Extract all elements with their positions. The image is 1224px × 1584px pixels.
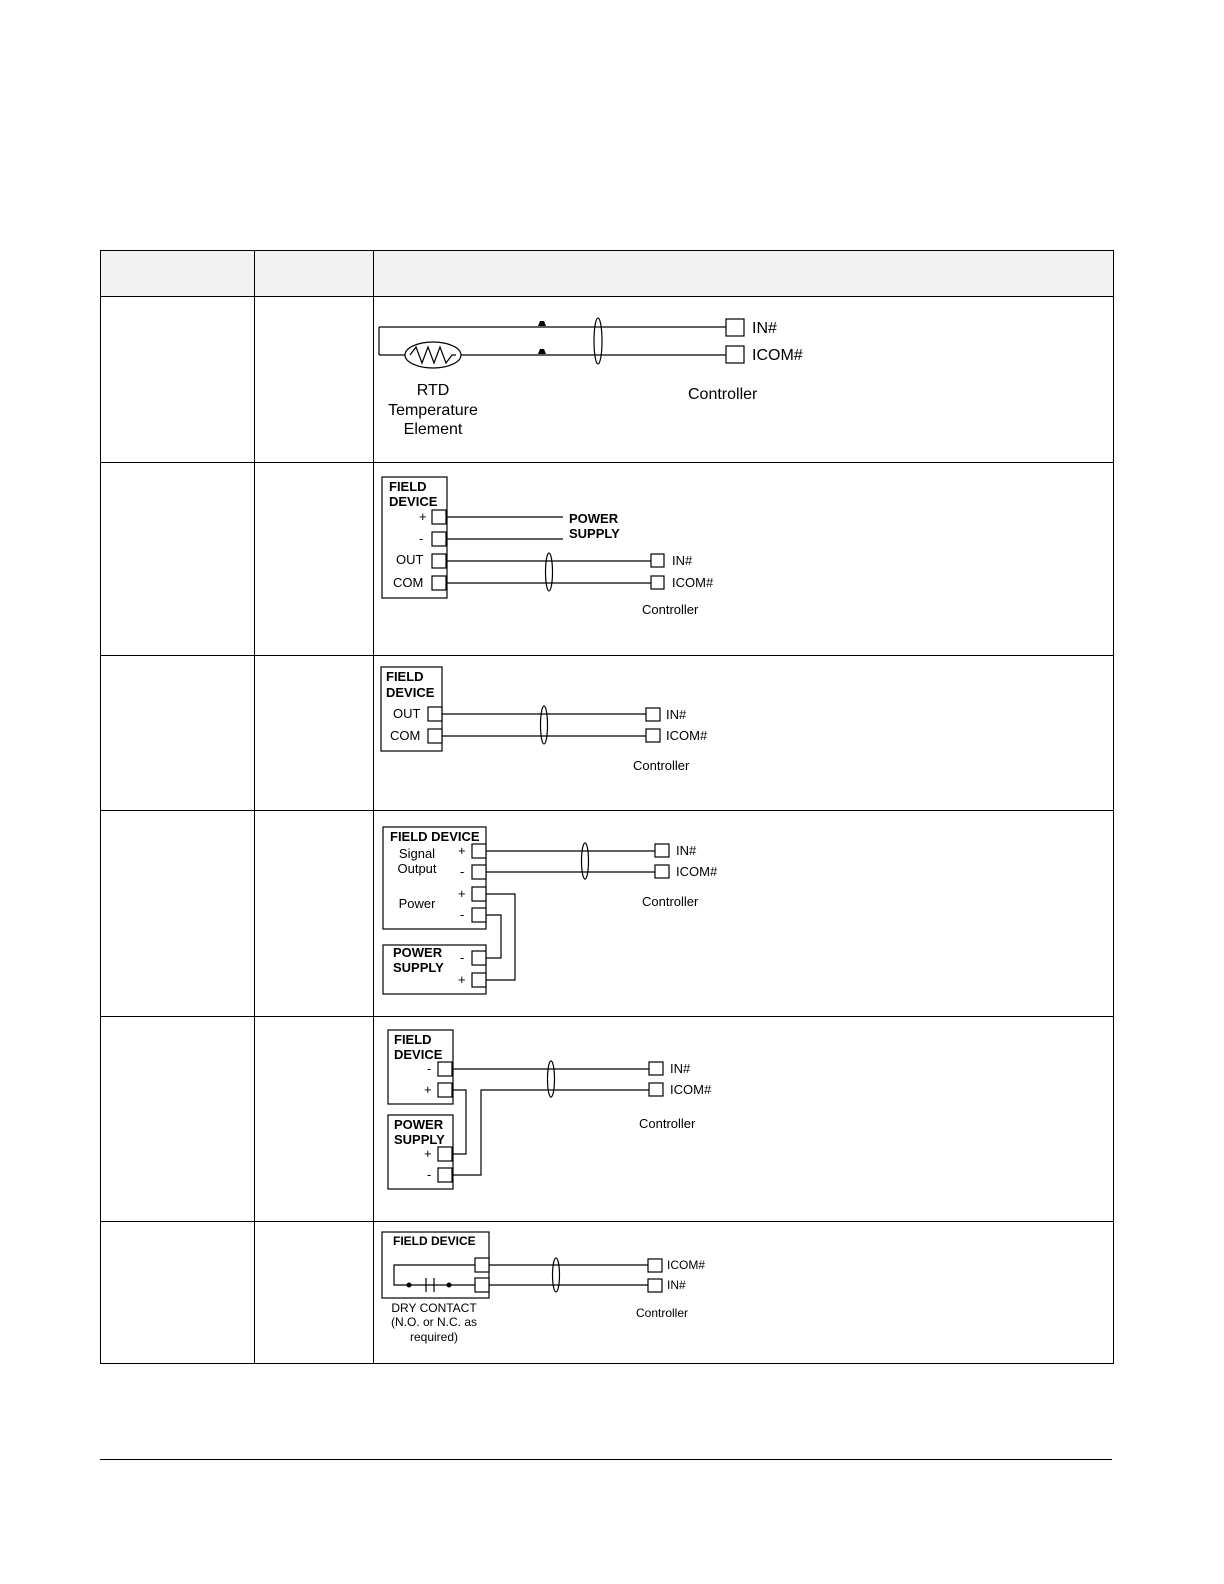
header-cell-3 bbox=[374, 251, 1114, 297]
cable-shield-icon bbox=[541, 706, 548, 744]
cable-shield-icon bbox=[548, 1061, 555, 1097]
row-cell-2 bbox=[255, 1222, 374, 1364]
label-icom: ICOM# bbox=[667, 1258, 706, 1272]
label-field: FIELD bbox=[389, 479, 427, 494]
label-field-device: FIELD DEVICE bbox=[393, 1234, 476, 1248]
terminal-in bbox=[648, 1279, 662, 1292]
label-out: OUT bbox=[396, 552, 424, 567]
terminal-power-minus bbox=[472, 908, 486, 922]
terminal-com bbox=[428, 729, 442, 743]
table-row bbox=[101, 1222, 1114, 1364]
header-cell-2 bbox=[255, 251, 374, 297]
label-device: DEVICE bbox=[389, 494, 438, 509]
label-dry-contact: DRY CONTACT bbox=[391, 1301, 477, 1315]
wiring-diagram-cell bbox=[374, 297, 1114, 463]
label-plus: + bbox=[458, 843, 466, 858]
terminal-icom bbox=[649, 1083, 663, 1096]
cable-shield-icon bbox=[546, 553, 553, 591]
terminal-fd-plus bbox=[438, 1083, 452, 1097]
label-icom: ICOM# bbox=[676, 864, 718, 879]
label-controller: Controller bbox=[688, 386, 758, 403]
label-in: IN# bbox=[666, 707, 687, 722]
terminal-in bbox=[646, 708, 660, 721]
label-icom: ICOM# bbox=[666, 728, 708, 743]
label-output: Output bbox=[397, 861, 437, 876]
powered-device-wiring-diagram bbox=[374, 463, 1113, 650]
terminal-in bbox=[726, 319, 744, 336]
terminal-ps-minus bbox=[438, 1168, 452, 1182]
label-plus: + bbox=[424, 1146, 432, 1161]
label-power: POWER bbox=[394, 1117, 444, 1132]
label-required: required) bbox=[409, 1330, 459, 1344]
cable-shield-icon bbox=[553, 1258, 560, 1292]
table-header-row bbox=[101, 251, 1114, 297]
terminal-2 bbox=[475, 1278, 489, 1292]
rtd-resistor-icon bbox=[405, 342, 461, 368]
terminal-icom bbox=[655, 865, 669, 878]
terminal-1 bbox=[475, 1258, 489, 1272]
label-minus: - bbox=[427, 1167, 432, 1182]
terminal-icom bbox=[726, 346, 744, 363]
label-icom: ICOM# bbox=[672, 575, 714, 590]
row-cell-1 bbox=[101, 1222, 255, 1364]
row-cell-2 bbox=[255, 463, 374, 656]
label-in: IN# bbox=[676, 843, 697, 858]
rtd-wiring-diagram bbox=[374, 297, 1113, 457]
terminal-marker-icon bbox=[538, 349, 546, 354]
dry-contact-wiring-diagram bbox=[374, 1222, 1113, 1358]
wiring-diagram-cell bbox=[374, 811, 1114, 1017]
label-controller: Controller bbox=[642, 894, 699, 909]
two-wire-loop-wiring-diagram bbox=[374, 1017, 1113, 1216]
label-temperature: Temperature bbox=[388, 402, 478, 419]
label-plus: + bbox=[458, 972, 466, 987]
footer-rule bbox=[100, 1459, 1112, 1460]
row-cell-2 bbox=[255, 811, 374, 1017]
label-icom: ICOM# bbox=[752, 347, 803, 364]
label-controller: Controller bbox=[636, 1306, 689, 1320]
terminal-icom bbox=[648, 1259, 662, 1272]
terminal-in bbox=[649, 1062, 663, 1075]
terminal-in bbox=[655, 844, 669, 857]
cable-shield-icon bbox=[582, 843, 589, 879]
label-element: Element bbox=[403, 421, 463, 438]
terminal-signal-minus bbox=[472, 865, 486, 879]
label-plus: + bbox=[458, 886, 466, 901]
wiring-diagram-cell bbox=[374, 463, 1114, 656]
label-controller: Controller bbox=[642, 602, 699, 617]
terminal-com bbox=[432, 576, 446, 590]
label-no-nc: (N.O. or N.C. as bbox=[390, 1315, 478, 1329]
label-minus: - bbox=[419, 531, 424, 546]
row-cell-1 bbox=[101, 297, 255, 463]
label-rtd: RTD bbox=[416, 382, 450, 399]
terminal-marker-icon bbox=[538, 321, 546, 326]
label-power: POWER bbox=[569, 511, 619, 526]
label-signal: Signal bbox=[398, 846, 436, 861]
row-cell-1 bbox=[101, 463, 255, 656]
row-cell-1 bbox=[101, 811, 255, 1017]
header-cell-1 bbox=[101, 251, 255, 297]
label-com: COM bbox=[393, 575, 424, 590]
label-minus: - bbox=[460, 907, 465, 922]
label-field: FIELD bbox=[386, 669, 424, 684]
terminal-out bbox=[428, 707, 442, 721]
cable-shield-icon bbox=[594, 318, 602, 364]
label-minus: - bbox=[427, 1061, 432, 1076]
label-field: FIELD bbox=[394, 1032, 432, 1047]
label-in: IN# bbox=[752, 320, 777, 337]
label-supply: SUPPLY bbox=[393, 960, 444, 975]
terminal-power-plus bbox=[472, 887, 486, 901]
label-in: IN# bbox=[667, 1278, 686, 1292]
label-supply: SUPPLY bbox=[569, 526, 620, 541]
row-cell-2 bbox=[255, 1017, 374, 1222]
terminal-signal-plus bbox=[472, 844, 486, 858]
label-plus: + bbox=[419, 509, 427, 524]
terminal-ps-plus bbox=[438, 1147, 452, 1161]
terminal-ps-plus bbox=[472, 973, 486, 987]
label-power: POWER bbox=[393, 945, 443, 960]
terminal-icom bbox=[651, 576, 664, 589]
table-row bbox=[101, 1017, 1114, 1222]
self-powered-wiring-diagram bbox=[374, 656, 1113, 805]
table-row bbox=[101, 297, 1114, 463]
terminal-minus bbox=[432, 532, 446, 546]
table-row bbox=[101, 811, 1114, 1017]
row-cell-2 bbox=[255, 656, 374, 811]
label-controller: Controller bbox=[633, 758, 690, 773]
wiring-diagram-cell bbox=[374, 1222, 1114, 1364]
label-field-device: FIELD DEVICE bbox=[390, 829, 480, 844]
terminal-icom bbox=[646, 729, 660, 742]
row-cell-1 bbox=[101, 1017, 255, 1222]
row-cell-2 bbox=[255, 297, 374, 463]
label-com: COM bbox=[390, 728, 421, 743]
terminal-out bbox=[432, 554, 446, 568]
wiring-diagram-cell bbox=[374, 1017, 1114, 1222]
table-row bbox=[101, 463, 1114, 656]
label-supply: SUPPLY bbox=[394, 1132, 445, 1147]
label-minus: - bbox=[460, 864, 465, 879]
four-wire-wiring-diagram bbox=[374, 811, 1113, 1011]
wiring-table bbox=[100, 250, 1114, 1364]
label-minus: - bbox=[460, 950, 465, 965]
wiring-diagram-cell bbox=[374, 656, 1114, 811]
label-power-input: Power bbox=[398, 896, 436, 911]
terminal-in bbox=[651, 554, 664, 567]
label-device: DEVICE bbox=[386, 685, 435, 700]
terminal-fd-minus bbox=[438, 1062, 452, 1076]
label-in: IN# bbox=[672, 553, 693, 568]
label-in: IN# bbox=[670, 1061, 691, 1076]
label-icom: ICOM# bbox=[670, 1082, 712, 1097]
label-device: DEVICE bbox=[394, 1047, 443, 1062]
label-controller: Controller bbox=[639, 1116, 696, 1131]
label-plus: + bbox=[424, 1082, 432, 1097]
table-row bbox=[101, 656, 1114, 811]
terminal-ps-minus bbox=[472, 951, 486, 965]
row-cell-1 bbox=[101, 656, 255, 811]
terminal-plus bbox=[432, 510, 446, 524]
label-out: OUT bbox=[393, 706, 421, 721]
